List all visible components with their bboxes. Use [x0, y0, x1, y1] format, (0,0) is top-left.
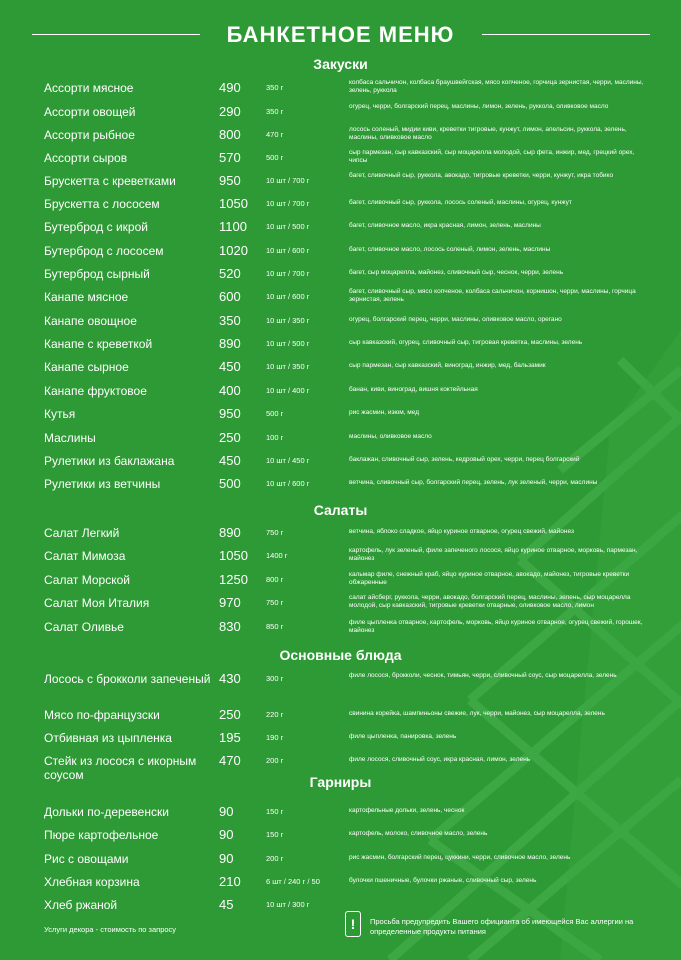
item-name: Рулетики из ветчины: [44, 477, 161, 491]
item-weight: 300 г: [266, 674, 284, 683]
item-name: Канапе сырное: [44, 360, 129, 374]
section-title-zakuski: Закуски: [313, 56, 368, 72]
item-price: 90: [219, 804, 234, 819]
section-title-salaty: Салаты: [313, 502, 368, 518]
item-description: баклажан, сливочный сыр, зелень, кедровый орех, черри, перец болгарский: [349, 456, 580, 463]
item-price: 890: [219, 336, 241, 351]
header: [0, 20, 681, 50]
item-price: 500: [219, 476, 241, 491]
item-weight: 10 шт / 350 г: [266, 362, 310, 371]
section-title-garniry: Гарниры: [309, 774, 372, 790]
item-weight: 10 шт / 400 г: [266, 386, 310, 395]
item-name: Канапе фруктовое: [44, 384, 147, 398]
item-description: сыр пармезан, сыр кавказский, виноград, инжир, мед, бальзамик: [349, 362, 546, 369]
item-price: 1050: [219, 548, 248, 563]
item-name: Маслины: [44, 431, 96, 445]
item-weight: 10 шт / 700 г: [266, 269, 310, 278]
item-price: 490: [219, 80, 241, 95]
item-description: огурец, черри, болгарский перец, маслины, лимон, зелень, руккола, оливковое масло: [349, 103, 609, 110]
item-price: 250: [219, 430, 241, 445]
item-name: Мясо по-французски: [44, 708, 160, 722]
item-description: картофель, лук зеленый, филе запеченого лосося, яйцо куриное отварное, морковь, пармезан, майонез: [349, 547, 638, 562]
item-weight: 10 шт / 700 г: [266, 199, 310, 208]
item-name: Ассорти овощей: [44, 105, 136, 119]
item-name: Хлебная корзина: [44, 875, 140, 889]
item-name: Ассорти рыбное: [44, 128, 135, 142]
item-name: Отбивная из цыпленка: [44, 731, 172, 745]
item-weight: 750 г: [266, 598, 284, 607]
item-weight: 10 шт / 350 г: [266, 316, 310, 325]
item-weight: 10 шт / 500 г: [266, 222, 310, 231]
item-description: ветчина, яблоко сладкое, яйцо куриное отварное, огурец свежий, майонез: [349, 528, 574, 535]
item-description: лосось соленый, мидии киви, креветки тигровые, кунжут, лимон, апельсин, руккола, зелень, маслины, оливковое масло: [349, 126, 627, 141]
item-description: багет, сливочный сыр, мясо копченое, колбаса сальчичон, корнишон, черри, маслины, горчица зернистая, зелень: [349, 288, 636, 303]
section-title-osnovnye: Основные блюда: [279, 647, 402, 663]
item-name: Канапе мясное: [44, 290, 129, 304]
item-weight: 190 г: [266, 733, 284, 742]
item-weight: 500 г: [266, 153, 284, 162]
item-weight: 220 г: [266, 710, 284, 719]
item-price: 210: [219, 874, 241, 889]
item-name: Брускетта с креветками: [44, 174, 176, 188]
title-line-right: [482, 34, 650, 35]
item-weight: 10 шт / 500 г: [266, 339, 310, 348]
item-weight: 500 г: [266, 409, 284, 418]
item-name: Канапе овощное: [44, 314, 137, 328]
item-weight: 200 г: [266, 756, 284, 765]
item-weight: 150 г: [266, 830, 284, 839]
item-weight: 10 шт / 300 г: [266, 900, 310, 909]
item-price: 350: [219, 313, 241, 328]
item-price: 470: [219, 753, 241, 768]
item-description: багет, сливочное масло, лосось соленый, лимон, зелень, маслины: [349, 246, 551, 253]
item-price: 600: [219, 289, 241, 304]
item-weight: 750 г: [266, 528, 284, 537]
item-description: багет, сливочное масло, икра красная, лимон, зелень, маслины: [349, 222, 541, 229]
item-description: салат айсберг, руккола, черри, авокадо, болгарский перец, маслины, зелень, сыр моцарелла молодой, сыр кавказский, тигровые креветки отварные, оливковое масло, лимон: [349, 594, 631, 609]
item-name: Салат Мимоза: [44, 549, 126, 563]
item-name: Бутерброд с икрой: [44, 220, 148, 234]
item-description: багет, сыр моцарелла, майонез, сливочный сыр, чеснок, черри, зелень: [349, 269, 564, 276]
item-weight: 6 шт / 240 г / 50: [266, 877, 320, 886]
item-description: колбаса сальчичон, колбаса браушвейгская, мясо копченое, горчица зернистая, черри, маслины, зелень, руккола: [349, 79, 644, 94]
decor-note: Услуги декора - стоимость по запросу: [44, 925, 177, 934]
warning-icon: !: [345, 911, 361, 937]
item-weight: 10 шт / 600 г: [266, 292, 310, 301]
allergy-note: Просьба предупредить Вашего официанта об имеющейся Вас аллергии на определенные продукты питания: [370, 917, 634, 936]
item-weight: 150 г: [266, 807, 284, 816]
item-price: 1250: [219, 572, 248, 587]
item-name: Салат Морской: [44, 573, 130, 587]
item-price: 1050: [219, 196, 248, 211]
item-name: Дольки по-деревенски: [44, 805, 169, 819]
item-description: сыр пармезан, сыр кавказский, сыр моцарелла молодой, сыр фета, инжир, мед, грецкий орех, чипсы: [349, 149, 635, 164]
item-name: Рис с овощами: [44, 852, 129, 866]
item-price: 430: [219, 671, 241, 686]
item-name: Салат Легкий: [44, 526, 120, 540]
item-description: сыр кавказский, огурец, сливочный сыр, тигровая креветка, маслины, зелень: [349, 339, 583, 346]
item-description: филе лосося, брокколи, чеснок, тимьян, черри, сливочный соус, сыр моцарелла, зелень: [349, 672, 617, 679]
item-price: 570: [219, 150, 241, 165]
item-description: рис жасмин, болгарский перец, цуккини, черри, сливочное масло, зелень: [349, 854, 571, 861]
item-name: Пюре картофельное: [44, 828, 159, 842]
item-weight: 350 г: [266, 83, 284, 92]
item-name: Салат Моя Италия: [44, 596, 150, 610]
item-description: рис жасмин, изюм, мед: [349, 409, 420, 416]
item-price: 290: [219, 104, 241, 119]
item-weight: 100 г: [266, 433, 284, 442]
item-description: багет, сливочный сыр, руккола, авокадо, тигровые креветки, черри, кунжут, икра тобико: [349, 172, 614, 179]
item-name: Ассорти сыров: [44, 151, 128, 165]
item-weight: 10 шт / 450 г: [266, 456, 310, 465]
item-description: филе цыпленка, панировка, зелень: [349, 733, 457, 740]
item-weight: 10 шт / 700 г: [266, 176, 310, 185]
item-description: банан, киви, виноград, вишня коктейльная: [349, 386, 478, 393]
item-price: 250: [219, 707, 241, 722]
item-price: 950: [219, 173, 241, 188]
item-weight: 10 шт / 600 г: [266, 246, 310, 255]
item-weight: 470 г: [266, 130, 284, 139]
item-price: 520: [219, 266, 241, 281]
item-weight: 850 г: [266, 622, 284, 631]
item-description: огурец, болгарский перец, черри, маслины, оливковое масло, орегано: [349, 316, 562, 323]
item-name: Кутья: [44, 407, 76, 421]
item-description: свинина корейка, шампиньоны свежие, лук, черри, майонез, сыр моцарелла, зелень: [349, 710, 605, 717]
item-description: филе цыпленка отварное, картофель, морковь, яйцо куриное отварное, огурец свежий, горошек, майонез: [349, 619, 643, 634]
item-name: Стейк из лосося с икорным соусом: [44, 754, 197, 782]
item-price: 1100: [219, 219, 247, 234]
item-description: булочки пшеничные, булочки ржаные, сливочный сыр, зелень: [349, 877, 537, 884]
item-price: 890: [219, 525, 241, 540]
item-price: 400: [219, 383, 241, 398]
item-name: Бутерброд сырный: [44, 267, 150, 281]
item-weight: 200 г: [266, 854, 284, 863]
item-name: Ассорти мясное: [44, 81, 134, 95]
item-price: 450: [219, 453, 241, 468]
item-price: 90: [219, 827, 234, 842]
item-price: 450: [219, 359, 241, 374]
item-description: маслины, оливковое масло: [349, 433, 432, 440]
page-title: БАНКЕТНОЕ МЕНЮ: [226, 22, 455, 47]
item-weight: 1400 г: [266, 551, 288, 560]
item-price: 45: [219, 897, 234, 912]
item-name: Бутерброд с лососем: [44, 244, 164, 258]
item-price: 800: [219, 127, 241, 142]
item-description: ветчина, сливочный сыр, болгарский перец, зелень, лук зеленый, черри, маслины: [349, 479, 598, 486]
item-name: Лосось с брокколи запеченый: [44, 672, 211, 686]
item-description: кальмар филе, снежный краб, яйцо куриное отварное, авокадо, майонез, тигровые креветки обжаренные: [349, 571, 630, 586]
item-description: картофельные дольки, зелень, чеснок: [349, 807, 465, 814]
item-name: Рулетики из баклажана: [44, 454, 175, 468]
item-weight: 10 шт / 600 г: [266, 479, 310, 488]
item-description: багет, сливочный сыр, руккола, лосось соленый, маслины, огурец, кунжут: [349, 199, 572, 206]
item-price: 1020: [219, 243, 248, 258]
item-name: Хлеб ржаной: [44, 898, 118, 912]
item-weight: 350 г: [266, 107, 284, 116]
item-description: картофель, молоко, сливочное масло, зелень: [349, 830, 488, 837]
item-price: 195: [219, 730, 241, 745]
item-price: 970: [219, 595, 241, 610]
item-price: 950: [219, 406, 241, 421]
item-price: 830: [219, 619, 241, 634]
item-name: Брускетта с лососем: [44, 197, 160, 211]
item-description: филе лосося, сливочный соус, икра красная, лимон, зелень: [349, 756, 531, 763]
item-name: Канапе с креветкой: [44, 337, 153, 351]
item-name: Салат Оливье: [44, 620, 124, 634]
item-price: 90: [219, 851, 234, 866]
item-weight: 800 г: [266, 575, 284, 584]
